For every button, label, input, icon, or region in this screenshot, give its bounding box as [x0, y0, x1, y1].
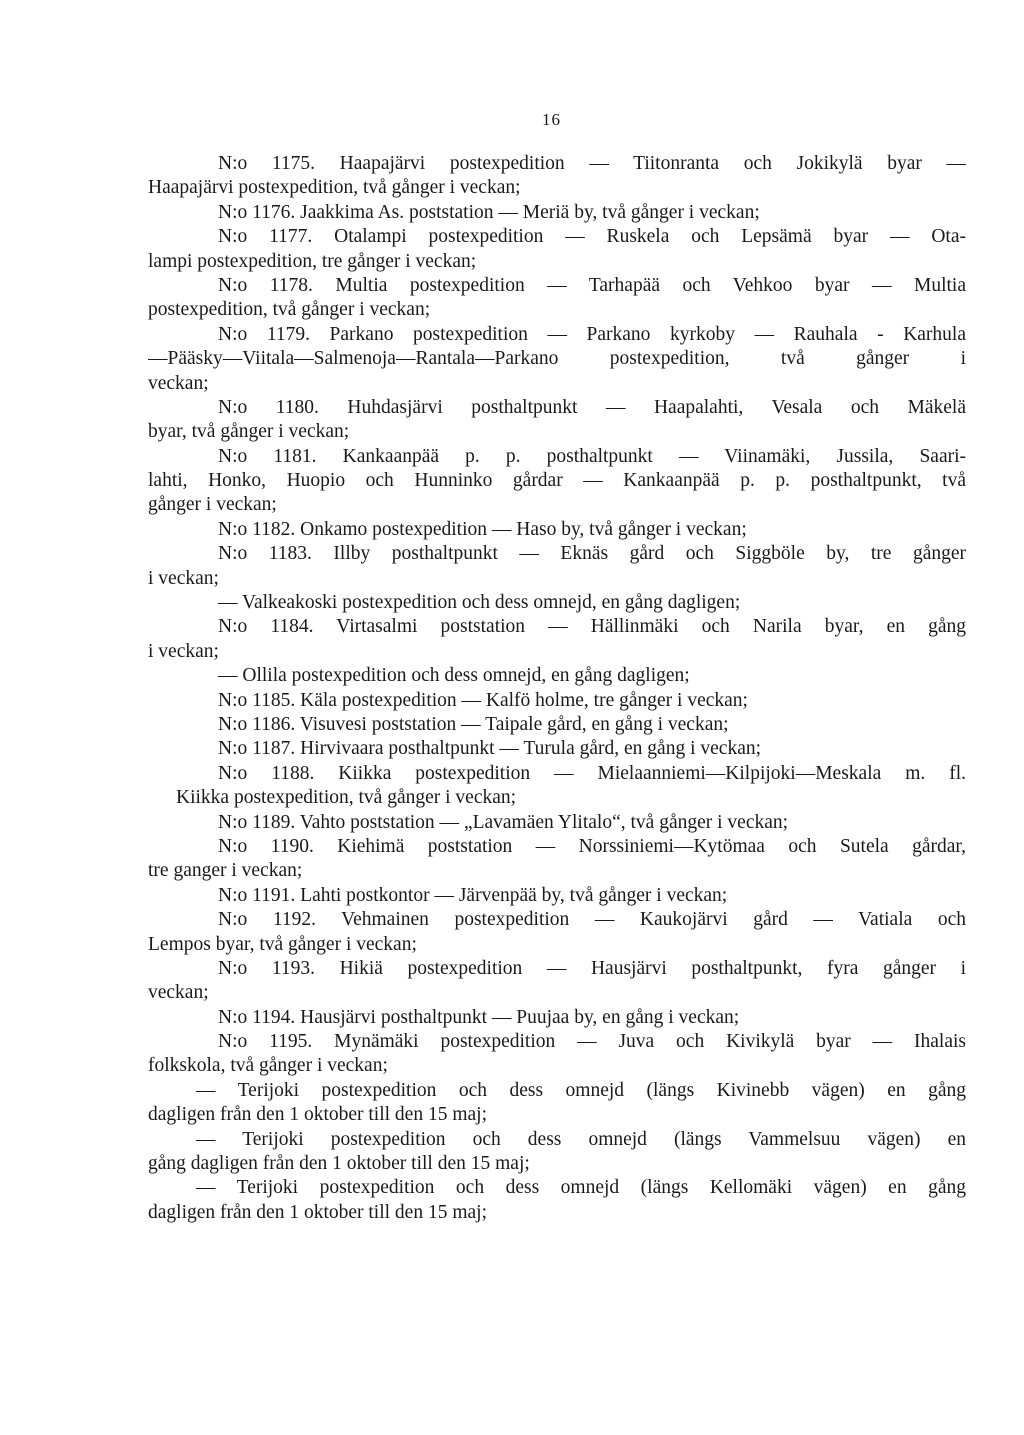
text-line: — Ollila postexpedition och dess omnejd, en gång dagligen; [218, 665, 690, 687]
text-line: N:o 1190. Kiehimä poststation — Norssiniemi—Kytömaa och Sutela gårdar, [218, 835, 966, 857]
text-line: N:o 1188. Kiikka postexpedition — Mielaanniemi—Kilpijoki—Meskala m. fl. [218, 762, 966, 784]
text-line: postexpedition, två gånger i veckan; [148, 299, 431, 321]
text-line: tre ganger i veckan; [148, 860, 303, 882]
text-line: N:o 1182. Onkamo postexpedition — Haso by, två gånger i veckan; [218, 518, 747, 540]
page-number: 16 [542, 110, 561, 129]
text-line: Lempos byar, två gånger i veckan; [148, 933, 417, 955]
text-line: N:o 1179. Parkano postexpedition — Parkano kyrkoby — Rauhala - Karhula [218, 323, 966, 345]
text-line: N:o 1185. Käla postexpedition — Kalfö holme, tre gånger i veckan; [218, 689, 748, 711]
text-line: N:o 1180. Huhdasjärvi posthaltpunkt — Haapalahti, Vesala och Mäkelä [218, 396, 966, 418]
text-line: byar, två gånger i veckan; [148, 421, 350, 443]
text-line: dagligen från den 1 oktober till den 15 maj; [148, 1104, 487, 1126]
text-line: N:o 1177. Otalampi postexpedition — Ruskela och Lepsämä byar — Ota- [218, 226, 966, 248]
body-text [148, 152, 966, 1225]
text-line: N:o 1181. Kankaanpää p. p. posthaltpunkt — Viinamäki, Jussila, Saari- [218, 445, 966, 467]
text-line: N:o 1194. Hausjärvi posthaltpunkt — Puujaa by, en gång i veckan; [218, 1006, 740, 1028]
text-line: N:o 1176. Jaakkima As. poststation — Meriä by, två gånger i veckan; [218, 201, 760, 223]
text-line: N:o 1184. Virtasalmi poststation — Hällinmäki och Narila byar, en gång [218, 616, 966, 638]
text-line: veckan; [148, 372, 209, 394]
text-line: — Terijoki postexpedition och dess omnejd (längs Kellomäki vägen) en gång [196, 1177, 966, 1199]
text-line: N:o 1186. Visuvesi poststation — Taipale gård, en gång i veckan; [218, 713, 729, 735]
text-line: veckan; [148, 982, 209, 1004]
text-line: lahti, Honko, Huopio och Hunninko gårdar — Kankaanpää p. p. posthaltpunkt, två [148, 470, 966, 492]
text-line: N:o 1187. Hirvivaara posthaltpunkt — Turula gård, en gång i veckan; [218, 738, 762, 760]
text-line: N:o 1175. Haapajärvi postexpedition — Tiitonranta och Jokikylä byar — [218, 153, 966, 174]
text-line: i veckan; [148, 567, 219, 589]
text-line: N:o 1192. Vehmainen postexpedition — Kaukojärvi gård — Vatiala och [218, 909, 966, 931]
text-line: N:o 1189. Vahto poststation — „Lavamäen Ylitalo“, två gånger i veckan; [218, 811, 789, 833]
text-line: N:o 1178. Multia postexpedition — Tarhapää och Vehkoo byar — Multia [218, 274, 966, 296]
text-line: N:o 1183. Illby posthaltpunkt — Eknäs gård och Siggböle by, tre gånger [218, 543, 966, 565]
text-line: Haapajärvi postexpedition, två gånger i veckan; [148, 177, 521, 199]
text-line: dagligen från den 1 oktober till den 15 maj; [148, 1201, 487, 1223]
text-line: i veckan; [148, 640, 219, 662]
text-line: lampi postexpedition, tre gånger i veckan; [148, 250, 477, 272]
text-line: — Terijoki postexpedition och dess omnejd (längs Vammelsuu vägen) en [196, 1128, 966, 1150]
text-line: gånger i veckan; [148, 494, 277, 516]
text-line: N:o 1195. Mynämäki postexpedition — Juva och Kivikylä byar — Ihalais [218, 1031, 966, 1053]
text-line: N:o 1193. Hikiä postexpedition — Hausjärvi posthaltpunkt, fyra gånger i [218, 957, 966, 979]
text-line: folkskola, två gånger i veckan; [148, 1055, 388, 1077]
text-line: gång dagligen från den 1 oktober till den 15 maj; [148, 1153, 530, 1175]
text-line: Kiikka postexpedition, två gånger i veckan; [176, 787, 517, 809]
text-line: —Pääsky—Viitala—Salmenoja—Rantala—Parkano postexpedition, två gånger i [148, 348, 966, 370]
text-line: N:o 1191. Lahti postkontor — Järvenpää by, två gånger i veckan; [218, 884, 728, 906]
text-line: — Terijoki postexpedition och dess omnejd (längs Kivinebb vägen) en gång [196, 1079, 966, 1101]
text-line: — Valkeakoski postexpedition och dess omnejd, en gång dagligen; [218, 592, 741, 614]
